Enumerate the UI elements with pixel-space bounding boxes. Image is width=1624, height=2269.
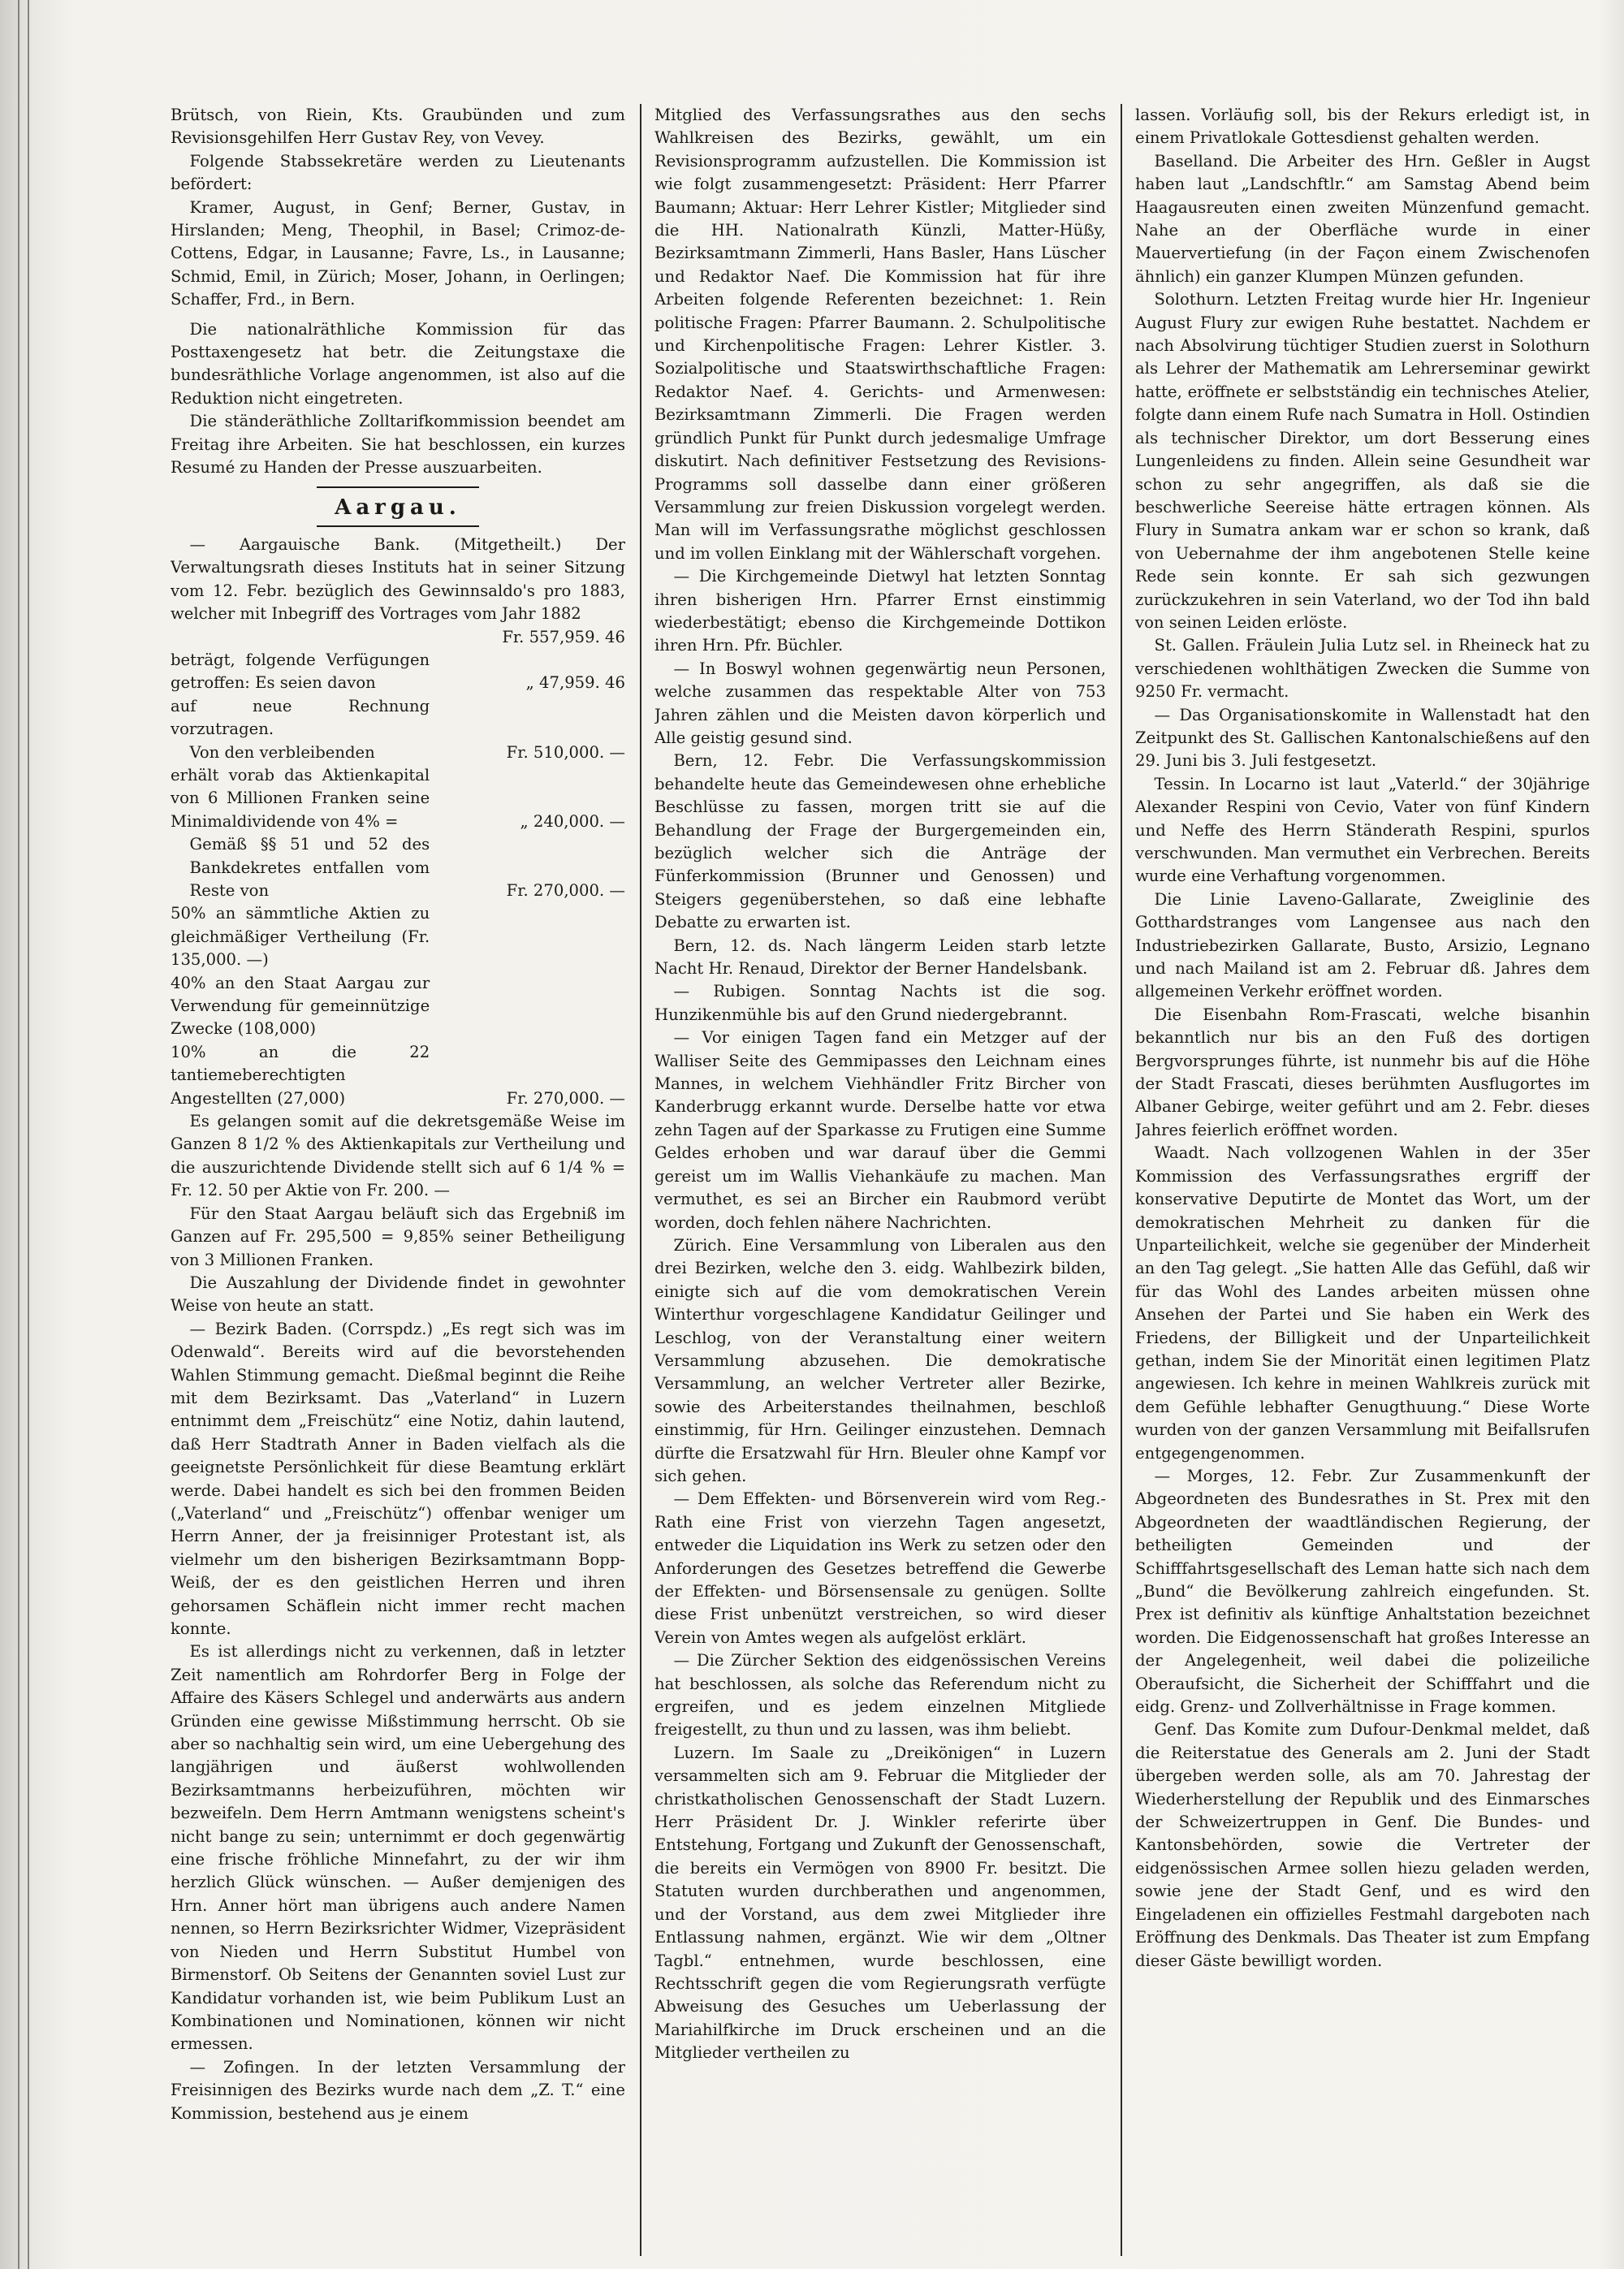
column-1 (171, 104, 625, 2256)
table-cell-amount: „ 47,959. 46 (525, 673, 625, 693)
dividend-table (171, 626, 625, 1111)
column-rule (640, 104, 641, 2256)
paragraph: Die Auszahlung der Dividende findet in gewohnter Weise von heute an statt. (171, 1273, 625, 1316)
paragraph: Solothurn. Letzten Freitag wurde hier Hr. Ingenieur August Flury zur ewigen Ruhe bestattet. Nachdem er nach Absolvirung tüchtiger Studien zuerst in Solothurn als Lehrer der Mathematik am Lehrerseminar gewirkt hatte, eröffnete er selbstständig ein technisches Atelier, folgte dann einem Rufe nach Sumatra in Holl. Ostindien als technischer Direktor, um dort Besserung eines Lungenleidens zu finden. Allein seine Gesundheit war schon zu sehr angegriffen, als daß sie die beschwerliche Seereise hätte ertragen können. Als Flury in Sumatra ankam war er schon so krank, daß von Uebernahme der ihm angebotenen Stelle keine Rede sein konnte. Er sah sich gezwungen zurückzukehren in sein Vaterland, wo der Tod ihn bald von seinen Leiden erlöste. (1135, 290, 1590, 632)
paragraph: Kramer, August, in Genf; Berner, Gustav, in Hirslanden; Meng, Theophil, in Basel; Crimoz-de-Cottens, Edgar, in Lausanne; Favre, Ls., in Lausanne; Schmid, Emil, in Zürich; Moser, Johann, in Oerlingen; Schaffer, Frd., in Bern. (171, 197, 625, 309)
paragraph: — Dem Effekten- und Börsenverein wird vom Reg.-Rath eine Frist von vierzehn Tagen angesetzt, entweder die Liquidation ins Werk zu setzen oder den Anforderungen des Gesetzes betreffend die Gewerbe der Effekten- und Börsensensale zu genügen. Sollte diese Frist unbenützt verstreichen, so wird dieser Verein von Amtes wegen als aufgelöst erklärt. (654, 1489, 1106, 1647)
table-cell-amount: Fr. 270,000. — (506, 1088, 625, 1108)
column-3 (1135, 104, 1590, 2256)
table-row (171, 626, 625, 649)
section-rule (317, 486, 479, 488)
paragraph: — Die Kirchgemeinde Dietwyl hat letzten Sonntag ihren bisherigen Hrn. Pfarrer Ernst einstimmig wiederbestätigt; ebenso die Kirchgemeinde Dottikon ihren Hrn. Pfr. Büchler. (654, 567, 1106, 655)
table-row (171, 649, 625, 695)
paragraph: Die ständeräthliche Zolltarifkommission beendet am Freitag ihre Arbeiten. Sie hat beschlossen, ein kurzes Resumé zu Handen der Presse auszuarbeiten. (171, 412, 625, 478)
table-cell-amount: Fr. 557,959. 46 (502, 627, 625, 646)
paragraph: — Bezirk Baden. (Corrspdz.) „Es regt sich was im Odenwald“. Bereits wird auf die bevorstehenden Wahlen Stimmung gemacht. Dießmal beginnt die Reihe mit dem Bezirksamt. Das „Vaterland“ in Luzern entnimmt dem „Freischütz“ eine Notiz, dahin lautend, daß Herr Stadtrath Anner in Baden vielfach als die geeignetste Persönlichkeit für diese Beamtung erklärt werde. Dabei handelt es sich bei den frommen Beiden („Vaterland“ und „Freischütz“) offenbar weniger um Herrn Anner, der ja freisinniger Protestant ist, als vielmehr um den bisherigen Bezirksamtmann Bopp-Weiß, der es den geistlichen Herren und ihren gehorsamen Schäflein nicht immer recht machen konnte. (171, 1319, 625, 1638)
paragraph: — Rubigen. Sonntag Nachts ist die sog. Hunzikenmühle bis auf den Grund niedergebrannt. (654, 982, 1106, 1024)
paragraph: lassen. Vorläufig soll, bis der Rekurs erledigt ist, in einem Privatlokale Gottesdienst gehalten werden. (1135, 106, 1590, 148)
paragraph: Luzern. Im Saale zu „Dreikönigen“ in Luzern versammelten sich am 9. Februar die Mitglieder der christkatholischen Genossenschaft der Stadt Luzern. Herr Präsident Dr. J. Winkler referirte über Entstehung, Fortgang und Zukunft der Genossenschaft, die bereits ein Vermögen von 8900 Fr. besitzt. Die Statuten wurden durchberathen und angenommen, und der Vorstand, aus dem zwei Mitglieder ihre Entlassung nahmen, ergänzt. Wie wir dem „Oltner Tagbl.“ entnehmen, wurde beschlossen, eine Rechtsschrift gegen die vom Regierungsrath verfügte Abweisung des Gesuches um Ueberlassung der Mariahilfkirche im Druck erscheinen und an die Mitglieder vertheilen zu (654, 1743, 1106, 2063)
table-row (171, 833, 625, 902)
binding-edge-line (18, 0, 19, 2269)
paragraph: — Die Zürcher Sektion des eidgenössischen Vereins hat beschlossen, als solche das Referendum nicht zu ergreifen, und es jedem einzelnen Mitgliede freigestellt, zu thun und zu lassen, was ihm beliebt. (654, 1651, 1106, 1740)
table-cell-label: erhält vorab das Aktienkapital von 6 Millionen Franken seine Minimaldividende von 4% = (171, 765, 430, 831)
paragraph: — Morges, 12. Febr. Zur Zusammenkunft der Abgeordneten des Bundesrathes in St. Prex mit den Abgeordneten der waadtländischen Regierung, der betheiligten Gemeinden und der Schifffahrtsgesellschaft des Leman hatte sich nach dem „Bund“ die Bevölkerung zahlreich eingefunden. St. Prex ist definitiv als künftige Anhaltstation bezeichnet worden. Die Eidgenossenschaft hat großes Interesse an der Angelegenheit, weil dabei die polizeiliche Oberaufsicht, die Sicherheit der Schifffahrt und die eidg. Grenz- und Zollverhältnisse in Frage kommen. (1135, 1466, 1590, 1717)
table-cell-label: 50% an sämmtliche Aktien zu gleichmäßiger Vertheilung (Fr. 135,000. —) (171, 904, 430, 970)
section-rule (317, 525, 479, 527)
paragraph: — In Boswyl wohnen gegenwärtig neun Personen, welche zusammen das respektable Alter von 753 Jahren zählen und die Meisten davon körperlich und Alle geistig gesund sind. (654, 659, 1106, 747)
paragraph: Es gelangen somit auf die dekretsgemäße Weise im Ganzen 8 1/2 % des Aktienkapitals zur Vertheilung und die auszurichtende Dividende stellt sich auf 6 1/4 % = Fr. 12. 50 per Aktie von Fr. 200. — (171, 1112, 625, 1200)
paragraph: — Zofingen. In der letzten Versammlung der Freisinnigen des Bezirks wurde nach dem „Z. T.“ eine Kommission, bestehend aus je einem (171, 2057, 625, 2123)
table-cell-amount (430, 902, 625, 971)
paragraph: Bern, 12. ds. Nach längerm Leiden starb letzte Nacht Hr. Renaud, Direktor der Berner Handelsbank. (654, 936, 1106, 979)
column-2 (654, 104, 1106, 2256)
table-row (171, 972, 625, 1041)
column-rule (1121, 104, 1122, 2256)
paragraph: Bern, 12. Febr. Die Verfassungskommission behandelte heute das Gemeindewesen ohne erhebliche Beschlüsse zu fassen, morgen tritt sie auf die Behandlung der Frage der Burgergemeinden ein, bezüglich welcher sich die Anträge der Fünferkommission (Brunner und Genossen) und Steigers gegenüberstehen, so daß eine lebhafte Debatte zu erwarten ist. (654, 751, 1106, 932)
paragraph: Es ist allerdings nicht zu verkennen, daß in letzter Zeit namentlich am Rohrdorfer Berg in Folge der Affaire des Käsers Schlegel und anderwärts aus andern Gründen eine gewisse Mißstimmung herrscht. Ob sie aber so nachhaltig sein wird, um eine Uebergehung des langjährigen und äußerst wohlwollenden Bezirksamtmanns herbeizuführen, möchten wir bezweifeln. Dem Herrn Amtmann wenigstens scheint's nicht bange zu sein; unternimmt er doch gegenwärtig eine frische fröhliche Minnefahrt, zu der wir ihm herzlich Glück wünschen. — Außer demjenigen des Hrn. Anner hört man übrigens auch andere Namen nennen, so Herrn Bezirksrichter Widmer, Vizepräsident von Nieden und Herrn Substitut Humbel von Birmenstorf. Ob Seitens der Genannten soviel Lust zur Kandidatur vorhanden ist, wie beim Publikum Lust an Kombinationen und Nominationen, können wir nicht ermessen. (171, 1642, 625, 2054)
table-cell-label: auf neue Rechnung vorzutragen. (171, 696, 430, 739)
paragraph: Genf. Das Komite zum Dufour-Denkmal meldet, daß die Reiterstatue des Generals am 2. Juni der Stadt übergeben werden solle, als am 70. Jahrestag der Wiederherstellung der Republik und des Einmarsches der Schweizertruppen in Genf. Die Bundes- und Kantonsbehörden, sowie die Vertreter der eidgenössischen Armee sollen hiezu geladen werden, sowie jene der Stadt Genf, und es wird den Eingeladenen ein offizielles Festmahl dargeboten nach Eröffnung des Denkmals. Das Theater ist zum Empfang dieser Gäste bewilligt worden. (1135, 1720, 1590, 1970)
table-cell-label: 10% an die 22 tantiemeberechtigten Angestellten (27,000) (171, 1042, 430, 1108)
table-row (171, 902, 625, 971)
table-row (171, 1041, 625, 1110)
table-cell-amount: Fr. 510,000. — (506, 742, 625, 762)
paragraph: Die Eisenbahn Rom-Frascati, welche bisanhin bekanntlich nur bis an den Fuß des dortigen Bergvorsprunges führte, ist nunmehr bis auf die Höhe der Stadt Frascati, dieses berühmten Ausflugortes im Albaner Gebirge, weiter geführt und am 2. Febr. dieses Jahres feierlich eröffnet worden. (1135, 1005, 1590, 1139)
paragraph: Die nationalräthliche Kommission für das Posttaxengesetz hat betr. die Zeitungstaxe die bundesräthliche Vorlage angenommen, ist also auf die Reduktion nicht eingetreten. (171, 319, 625, 408)
paragraph: Baselland. Die Arbeiter des Hrn. Geßler in Augst haben laut „Landschftlr.“ am Samstag Abend beim Haagausreuten einen zweiten Münzenfund gemacht. Nahe an der Oberfläche wurde in einer Mauervertiefung (in der Façon einem Zwischenofen ähnlich) ein ganzer Klumpen Münzen gefunden. (1135, 151, 1590, 286)
table-row (171, 741, 625, 764)
table-cell-amount (430, 972, 625, 1041)
binding-edge-line (28, 0, 29, 2269)
table-row (171, 695, 625, 741)
paragraph: Die Linie Laveno-Gallarate, Zweiglinie des Gotthardstranges vom Langensee aus nach den Industriebezirken Gallarate, Busto, Arsizio, Legnano und nach Mailand ist am 2. Februar dß. Jahres dem allgemeinen Verkehr eröffnet worden. (1135, 889, 1590, 1001)
table-cell-amount: Fr. 270,000. — (506, 881, 625, 900)
paragraph: Tessin. In Locarno ist laut „Vaterld.“ der 30jährige Alexander Respini von Cevio, Vater von fünf Kindern und Neffe des Herrn Ständerath Respini, spurlos verschwunden. Man vermuthet ein Verbrechen. Bereits wurde eine Verhaftung vorgenommen. (1135, 774, 1590, 886)
paragraph: — Das Organisationskomite in Wallenstadt hat den Zeitpunkt des St. Gallischen Kantonalschießens auf den 29. Juni bis 3. Juli festgesetzt. (1135, 705, 1590, 771)
section-heading-aargau: Aargau. (335, 495, 461, 520)
paragraph: Zürich. Eine Versammlung von Liberalen aus den drei Bezirken, welche den 3. eidg. Wahlbezirk bilden, einigte sich auf die vom demokratischen Verein Winterthur vorgeschlagene Kandidatur Geilinger und Leschlog, von der Veranstaltung einer weitern Versammlung abzusehen. Die demokratische Versammlung, an welcher Vertreter aller Bezirke, sowie des Arbeiterstandes theilnahmen, beschloß einstimmig, für Hrn. Geilinger einzustehen. Demnach dürfte die Ersatzwahl für Hrn. Bleuler ohne Kampf vor sich gehen. (654, 1235, 1106, 1485)
paragraph: St. Gallen. Fräulein Julia Lutz sel. in Rheineck hat zu verschiedenen wohlthätigen Zwecken die Summe von 9250 Fr. vermacht. (1135, 636, 1590, 702)
paragraph: Für den Staat Aargau beläuft sich das Ergebniß im Ganzen auf Fr. 295,500 = 9,85% seiner Betheiligung von 3 Millionen Franken. (171, 1204, 625, 1269)
paragraph: Waadt. Nach vollzogenen Wahlen in der 35er Kommission des Verfassungsrathes ergriff der konservative Deputirte de Montet das Wort, um der demokratischen Mehrheit zu danken für die Unparteilichkeit, welche sie gegenüber der Minderheit an den Tag gelegt. „Sie hatten Alle das Gefühl, daß wir für das Wohl des Landes arbeiten müssen ohne Ansehen der Partei und Sie haben ein Werk des Friedens, der Billigkeit und der Unparteilichkeit gethan, indem Sie der Minorität einen legitimen Platz angewiesen. Ich kehre in meinen Wahlkreis zurück mit dem Gefühle lebhafter Genugthuung.“ Diese Worte wurden von der ganzen Versammlung mit Beifallsrufen entgegengenommen. (1135, 1143, 1590, 1463)
paragraph: Mitglied des Verfassungsrathes aus den sechs Wahlkreisen des Bezirks, gewählt, um ein Revisionsprogramm aufzustellen. Die Kommission ist wie folgt zusammengesetzt: Präsident: Herr Pfarrer Baumann; Aktuar: Herr Lehrer Kistler; Mitglieder sind die HH. Nationalrath Künzli, Matter-Hüßy, Bezirksamtmann Zimmerli, Hans Basler, Hans Lüscher und Redaktor Naef. Die Kommission hat für ihre Arbeiten folgende Referenten bezeichnet: 1. Rein politische Fragen: Pfarrer Baumann. 2. Schulpolitische und Kirchenpolitische Fragen: Lehrer Kistler. 3. Sozialpolitische und Staatswirthschaftliche Fragen: Redaktor Naef. 4. Gerichts- und Armenwesen: Bezirksamtmann Zimmerli. Die Fragen werden gründlich Punkt für Punkt durch jedesmalige Umfrage diskutirt. Nach definitiver Festsetzung des Revisions-Programms soll dasselbe dann einer größeren Versammlung zur freien Diskussion vorgelegt werden. Man will im Verfassungsrathe möglichst geschlossen und im vollen Einklang mit der Wählerschaft vorgehen. (654, 106, 1106, 563)
table-row (171, 764, 625, 833)
table-cell-label: 40% an den Staat Aargau zur Verwendung für gemeinnützige Zwecke (108,000) (171, 973, 430, 1039)
paragraph: Brütsch, von Riein, Kts. Graubünden und zum Revisionsgehilfen Herr Gustav Rey, von Vevey. (171, 106, 625, 148)
paragraph: — Aargauische Bank. (Mitgetheilt.) Der Verwaltungsrath dieses Instituts hat in seiner Sitzung vom 12. Febr. bezüglich des Gewinnsaldo's pro 1883, welcher mit Inbegriff des Vortrages vom Jahr 1882 (171, 534, 625, 624)
table-cell-amount: „ 240,000. — (520, 811, 625, 831)
table-cell-label (171, 626, 430, 649)
paragraph: Folgende Stabssekretäre werden zu Lieutenants befördert: (171, 151, 625, 194)
paragraph: — Vor einigen Tagen fand ein Metzger auf der Walliser Seite des Gemmipasses den Leichnam eines Mannes, in welchem Viehhändler Fritz Bircher von Kanderbrugg erkannt wurde. Derselbe hatte vor etwa zehn Tagen auf der Sparkasse zu Frutigen eine Summe Geldes erhoben und war darauf über die Gemmi gereist um im Wallis Viehankäufe zu machen. Man vermuthet, es sei an Bircher ein Raubmord verübt worden, doch fehlen nähere Nachrichten. (654, 1028, 1106, 1232)
table-cell-label: Von den verbleibenden (189, 742, 375, 762)
table-cell-label: Gemäß §§ 51 und 52 des Bankdekretes entfallen vom Reste von (189, 835, 430, 900)
table-cell-amount (430, 695, 625, 741)
page-edge-shadow (1600, 0, 1624, 2269)
table-cell-label: beträgt, folgende Verfügungen getroffen: Es seien davon (171, 650, 430, 693)
